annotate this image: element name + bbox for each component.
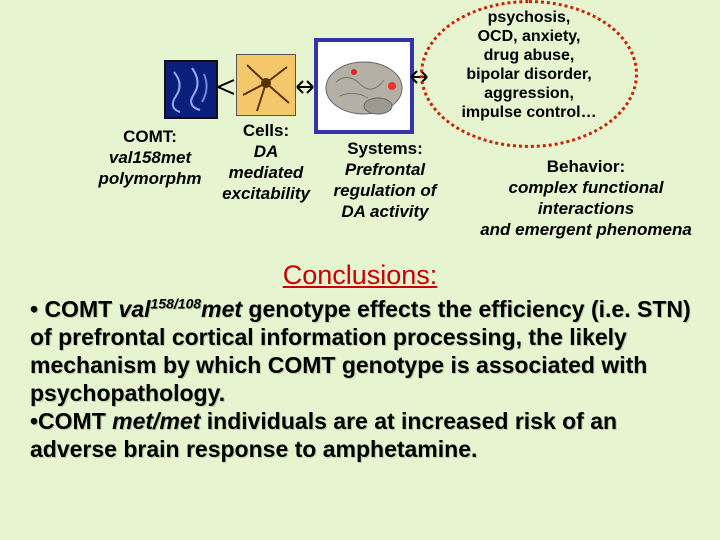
bullet-2 [30, 407, 700, 463]
comt-label-line: val158met [108, 148, 192, 167]
gene-val: val [118, 296, 151, 322]
systems-label-line: regulation of [333, 181, 437, 200]
dna-strand-icon [166, 62, 216, 117]
gene-met: met [201, 296, 243, 322]
left-arrow-1 [216, 78, 236, 101]
cells-label [206, 120, 326, 204]
comt-label [80, 126, 220, 189]
double-arrow-2 [294, 76, 316, 103]
disorder-line: drug abuse, [483, 47, 575, 64]
systems-label-line: Systems: [347, 139, 423, 158]
conclusions-body [30, 295, 700, 463]
behavior-line: interactions [537, 199, 635, 218]
bullet-1-text: genotype effects the efficiency (i.e. STN) of prefrontal cortical information processing, the likely mechanism by which COMT genotype is associated with psychopathology. [30, 296, 691, 406]
systems-label [318, 138, 452, 222]
disorders-text [420, 8, 638, 122]
neuron-image [236, 54, 296, 116]
behavior-label [456, 156, 716, 240]
gene-superscript: 158/108 [150, 295, 202, 312]
conclusions-heading: Conclusions: [282, 260, 438, 290]
cells-label-line: DA [253, 142, 279, 161]
disorder-line: aggression, [484, 85, 574, 102]
behavior-title: Behavior: [546, 157, 626, 176]
brain-icon [318, 42, 410, 130]
behavior-line: complex functional [508, 178, 664, 197]
disorder-line: bipolar disorder, [466, 66, 592, 83]
comt-label-line: polymorphm [98, 169, 202, 188]
cells-label-line: mediated [228, 163, 304, 182]
cells-label-line: excitability [222, 184, 310, 203]
bullet-2-prefix: •COMT [30, 408, 113, 434]
dna-image [164, 60, 218, 119]
brain-image-frame [314, 38, 414, 134]
bullet-2-text: individuals are at increased risk of an adverse brain response to amphetamine. [30, 408, 618, 462]
behavior-line: and emergent phenomena [480, 220, 692, 239]
disorder-line: psychosis, [487, 9, 571, 26]
systems-label-line: DA activity [341, 202, 429, 221]
cells-label-line: Cells: [242, 121, 290, 140]
comt-label-line: COMT: [123, 127, 177, 146]
bullet-1-prefix: • COMT [30, 296, 119, 322]
disorder-line: impulse control… [461, 104, 597, 121]
genotype-met-met: met/met [112, 408, 201, 434]
neuron-icon [237, 55, 295, 115]
systems-label-line: Prefrontal [344, 160, 426, 179]
disorder-line: OCD, anxiety, [477, 28, 581, 45]
bullet-1 [30, 295, 700, 407]
